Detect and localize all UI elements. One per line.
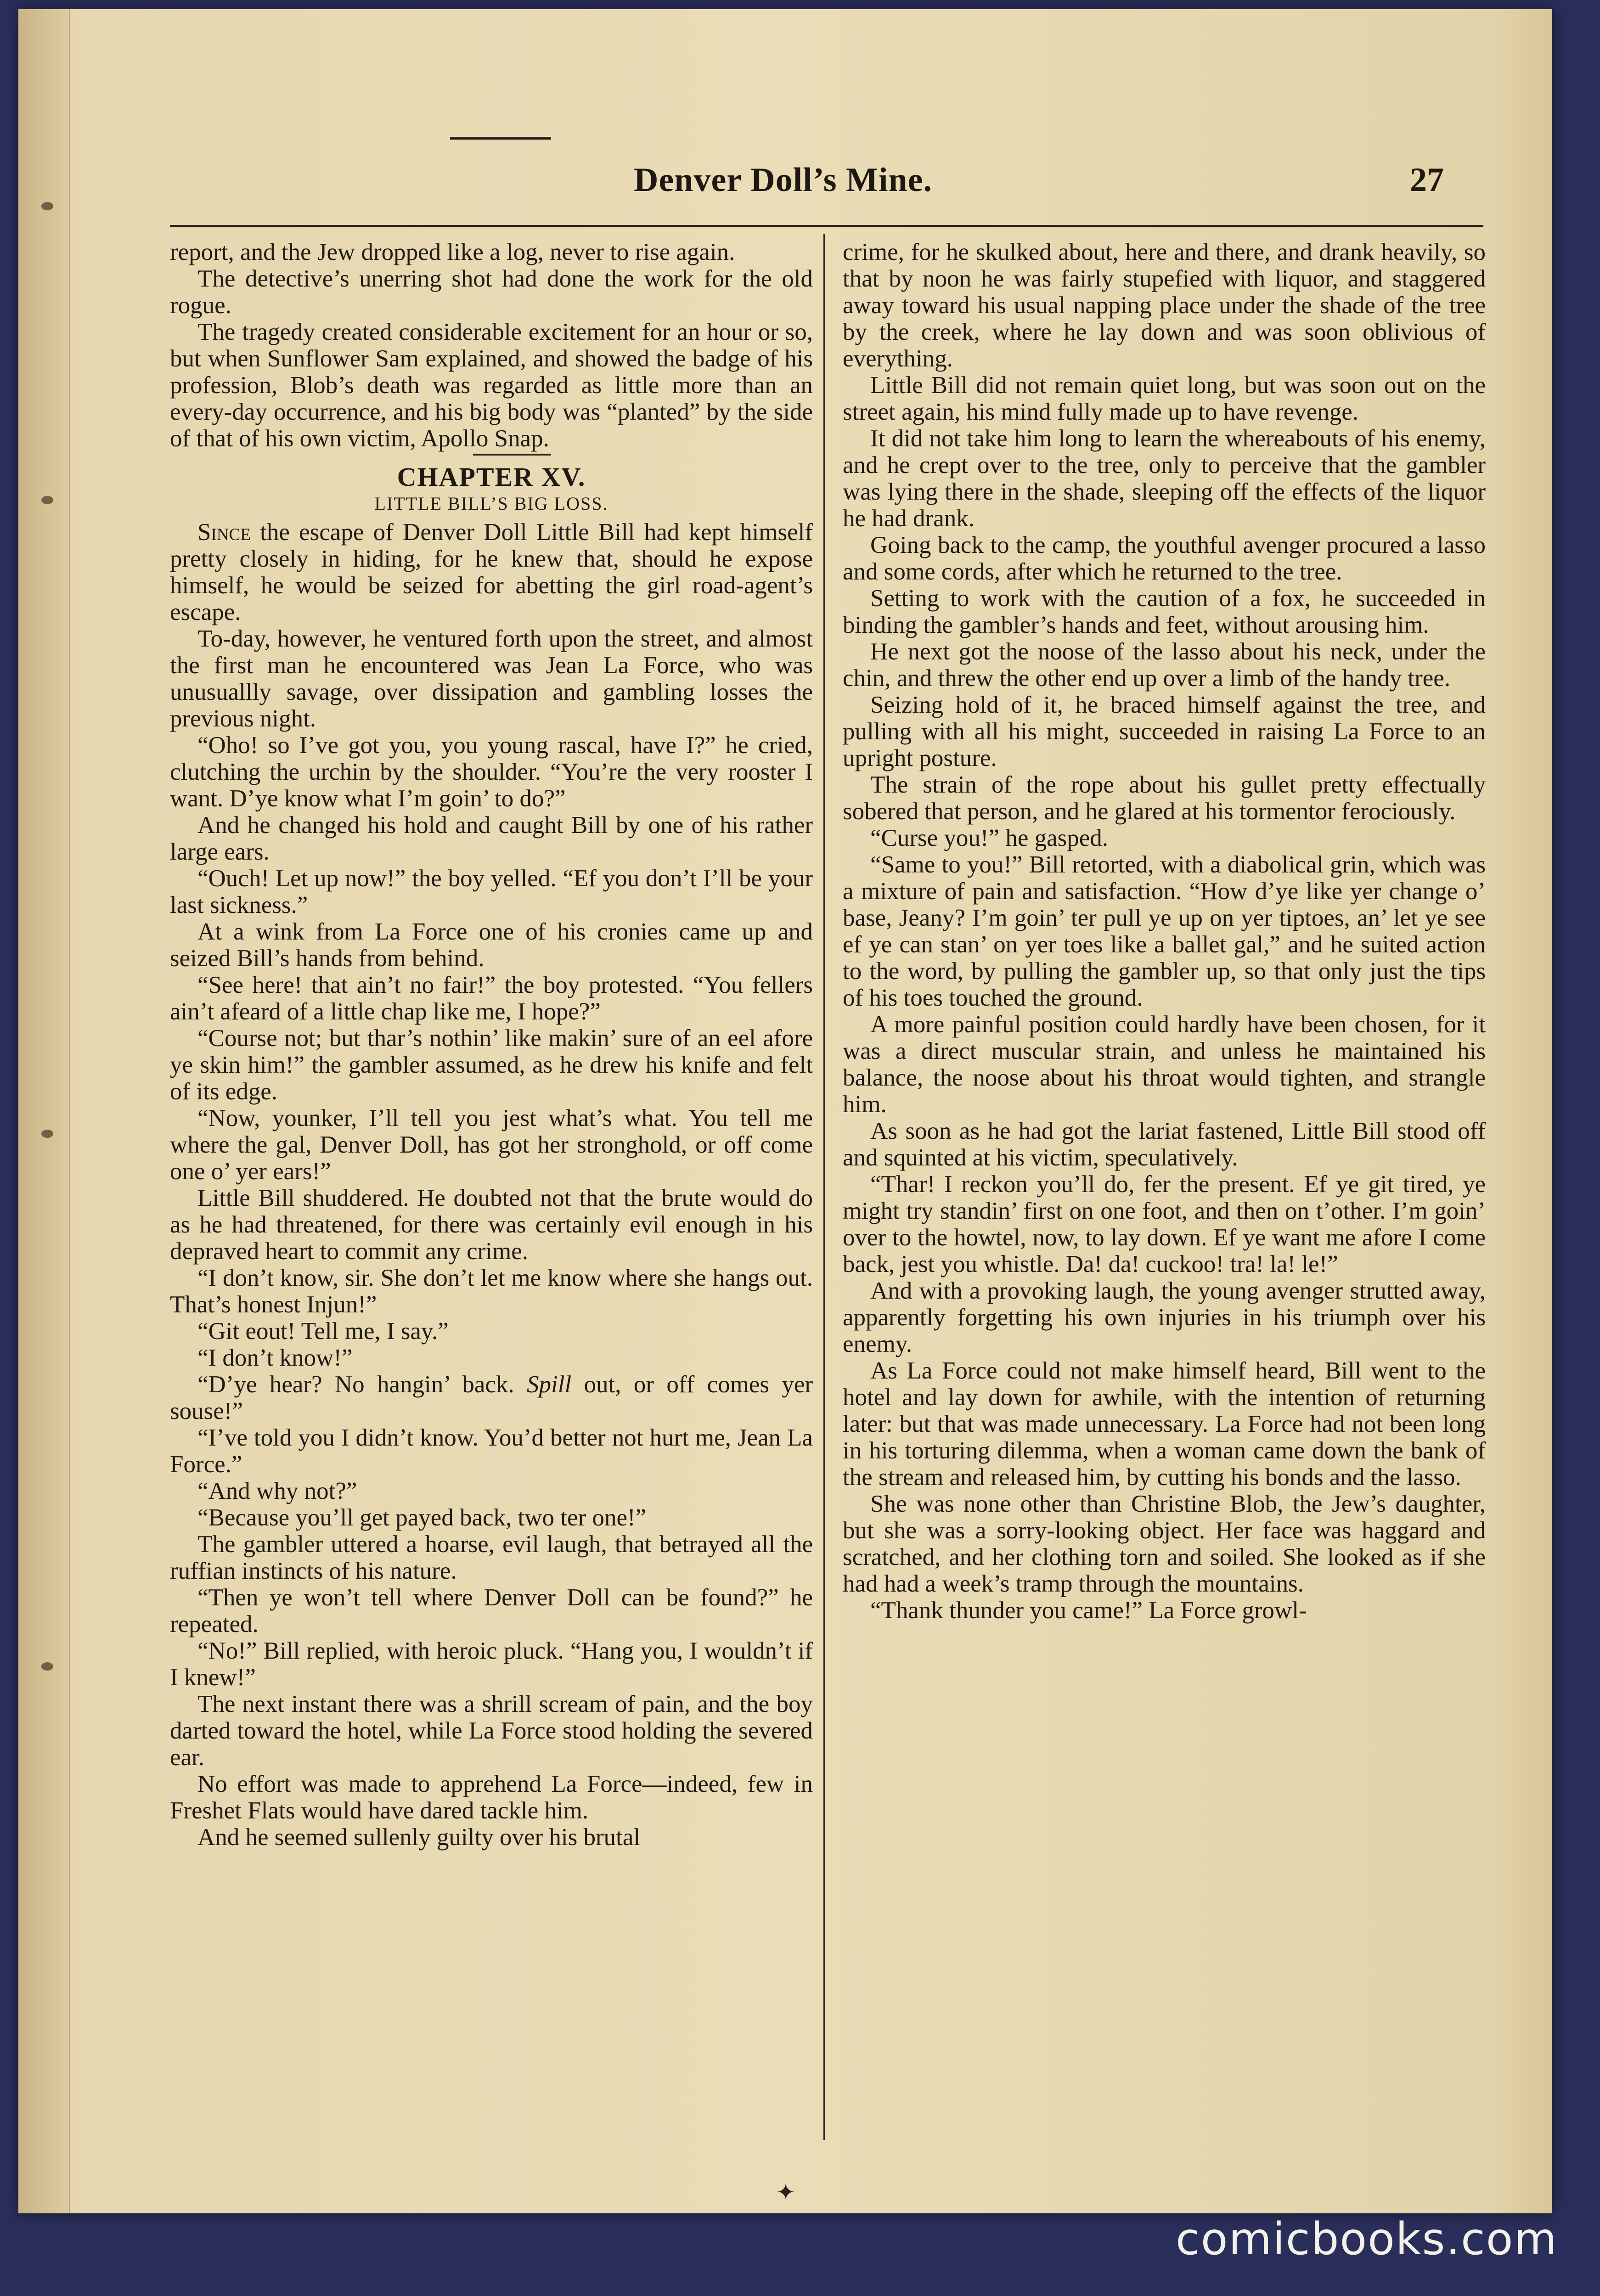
chapter-title: CHAPTER XV.: [397, 462, 586, 492]
running-title: Denver Doll’s Mine.: [634, 161, 932, 199]
paragraph: “Then ye won’t tell where Denver Doll can be found?” he repeated.: [170, 1584, 813, 1638]
paragraph: [170, 1371, 813, 1424]
binding-hole: [41, 202, 53, 210]
page-number: 27: [1410, 161, 1444, 199]
binding-hole: [41, 1662, 53, 1671]
paragraph: No effort was made to apprehend La Force—indeed, few in Freshet Flats would have dared tackle him.: [170, 1771, 813, 1824]
paragraph: The strain of the rope about his gullet pretty effectually sobered that person, and he glared at his tormentor ferociously.: [843, 771, 1486, 825]
paragraph: “And why not?”: [197, 1478, 357, 1504]
paragraph: “See here! that ain’t no fair!” the boy protested. “You fellers ain’t afeard of a little chap like me, I hope?”: [170, 972, 813, 1025]
paragraph: A more painful position could hardly have been chosen, for it was a direct muscular strain, and unless he maintained his balance, the noose about his throat would tighten, and strangle him.: [843, 1011, 1486, 1118]
paragraph: “No!” Bill replied, with heroic pluck. “Hang you, I wouldn’t if I knew!”: [170, 1638, 813, 1691]
header-ornament-rule: [450, 137, 551, 140]
paragraph: Little Bill shuddered. He doubted not that the brute would do as he had threatened, for there was certainly evil enough in his depraved heart to commit any crime.: [170, 1185, 813, 1265]
paragraph: And with a provoking laugh, the young avenger strutted away, apparently forgetting his own injuries in his triumph over his enemy.: [843, 1277, 1486, 1357]
left-column: [170, 239, 813, 1851]
paragraph: “Git eout! Tell me, I say.”: [197, 1318, 449, 1345]
paragraph: “Course not; but thar’s nothin’ like makin’ sure of an eel afore ye skin him!” the gambler assumed, as he drew his knife and felt of its edge.: [170, 1025, 813, 1105]
paragraph: As soon as he had got the lariat fastened, Little Bill stood off and squinted at his victim, speculatively.: [843, 1118, 1486, 1171]
paragraph: And he changed his hold and caught Bill by one of his rather large ears.: [170, 812, 813, 865]
section-rule: [473, 454, 551, 456]
chapter-subtitle: LITTLE BILL’S BIG LOSS.: [374, 493, 608, 514]
paragraph: “Oho! so I’ve got you, you young rascal, have I?” he cried, clutching the urchin by the shoulder. “You’re the very rooster I want. D’ye know what I’m goin’ to do?”: [170, 732, 813, 812]
paragraph: Setting to work with the caution of a fox, he succeeded in binding the gambler’s hands and feet, without arousing him.: [843, 585, 1486, 638]
paragraph: “Thar! I reckon you’ll do, fer the present. Ef ye git tired, ye might try standin’ first on one foot, and then on t’other. I’m goin’ over to the howtel, now, to lay down. Ef ye want me afore I come back, jest you whistle. Da! da! cuckoo! tra! la! le!”: [843, 1171, 1486, 1277]
emphasis-word: Spill: [527, 1371, 572, 1398]
drop-word: Since: [197, 519, 251, 546]
paragraph: The tragedy created considerable excitement for an hour or so, but when Sunflower Sam explained, and showed the badge of his profession, Blob’s death was regarded as little more than an every-day occurrence, and his big body was “planted” by the side of that of his own victim, Apollo Snap.: [170, 319, 813, 452]
paragraph-text: “D’ye hear? No hangin’ back.: [197, 1371, 527, 1398]
paragraph: “Ouch! Let up now!” the boy yelled. “Ef you don’t I’ll be your last sickness.”: [170, 865, 813, 918]
paragraph: “Same to you!” Bill retorted, with a diabolical grin, which was a mixture of pain and satisfaction. “How d’ye like yer change o’ base, Jeany? I’m goin’ ter pull ye up on yer tiptoes, an’ let ye see ef ye can stan’ on yer toes like a ballet gal,” and he suited action to the word, by pulling the gambler up, so that only just the tips of his toes touched the ground.: [843, 851, 1486, 1011]
footer-ornament: ✦: [776, 2179, 795, 2205]
paragraph: crime, for he skulked about, here and there, and drank heavily, so that by noon he was fairly stupefied with liquor, and staggered away toward his usual napping place under the shade of the tree by the creek, where he lay down and was soon oblivious of everything.: [843, 239, 1486, 372]
paragraph: “Curse you!” he gasped.: [870, 825, 1109, 851]
paragraph: “Because you’ll get payed back, two ter one!”: [197, 1504, 647, 1531]
paragraph: Seizing hold of it, he braced himself against the tree, and pulling with all his might, succeeded in raising La Force to an upright posture.: [843, 692, 1486, 771]
watermark: comicbooks.com: [1176, 2213, 1558, 2265]
paragraph: “I don’t know!”: [197, 1345, 353, 1371]
paragraph: The gambler uttered a hoarse, evil laugh, that betrayed all the ruffian instincts of his nature.: [170, 1531, 813, 1584]
paragraph: “Thank thunder you came!” La Force growl-: [870, 1597, 1307, 1624]
paragraph: It did not take him long to learn the whereabouts of his enemy, and he crept over to the tree, only to perceive that the gambler was lying there in the shade, sleeping off the effects of the liquor he had drank.: [843, 425, 1486, 532]
paragraph: To-day, however, he ventured forth upon the street, and almost the first man he encountered was Jean La Force, who was unusuallly savage, over dissipation and gambling losses the previous night.: [170, 625, 813, 732]
paragraph: Going back to the camp, the youthful avenger procured a lasso and some cords, after which he returned to the tree.: [843, 532, 1486, 585]
paragraph-text: out, or off comes yer souse!”: [170, 1371, 813, 1424]
paragraph: At a wink from La Force one of his cronies came up and seized Bill’s hands from behind.: [170, 918, 813, 972]
paragraph: [170, 519, 813, 625]
paragraph: “I’ve told you I didn’t know. You’d better not hurt me, Jean La Force.”: [170, 1424, 813, 1478]
paragraph: Little Bill did not remain quiet long, but was soon out on the street again, his mind fully made up to have revenge.: [843, 372, 1486, 425]
page-spine: [18, 9, 70, 2213]
paragraph: report, and the Jew dropped like a log, never to rise again.: [170, 239, 735, 265]
binding-hole: [41, 496, 53, 504]
paragraph: “Now, younker, I’ll tell you jest what’s what. You tell me where the gal, Denver Doll, has got her stronghold, or off come one o’ yer ears!”: [170, 1105, 813, 1185]
paragraph: She was none other than Christine Blob, the Jew’s daughter, but she was a sorry-looking object. Her face was haggard and scratched, and her clothing torn and soiled. She looked as if she had had a week’s tramp through the mountains.: [843, 1491, 1486, 1597]
column-divider: [823, 234, 825, 2140]
paragraph: The detective’s unerring shot had done the work for the old rogue.: [170, 265, 813, 319]
right-column: [843, 239, 1486, 1624]
paragraph: And he seemed sullenly guilty over his brutal: [197, 1824, 641, 1851]
book-page: [18, 9, 1552, 2213]
paragraph: He next got the noose of the lasso about his neck, under the chin, and threw the other end up over a limb of the handy tree.: [843, 638, 1486, 692]
paragraph: The next instant there was a shrill scream of pain, and the boy darted toward the hotel, while La Force stood holding the severed ear.: [170, 1691, 813, 1771]
paragraph: As La Force could not make himself heard, Bill went to the hotel and lay down for awhile, with the intention of returning later: but that was made unnecessary. La Force had not been long in his torturing dilemma, when a woman came down the bank of the stream and released him, by cutting his bonds and the lasso.: [843, 1357, 1486, 1491]
top-rule: [170, 225, 1483, 227]
paragraph-text: the escape of Denver Doll Little Bill had kept himself pretty closely in hiding, for he knew that, should he expose himself, he would be seized for abetting the girl road-agent’s escape.: [170, 519, 813, 625]
paragraph: “I don’t know, sir. She don’t let me know where she hangs out. That’s honest Injun!”: [170, 1265, 813, 1318]
binding-hole: [41, 1130, 53, 1138]
